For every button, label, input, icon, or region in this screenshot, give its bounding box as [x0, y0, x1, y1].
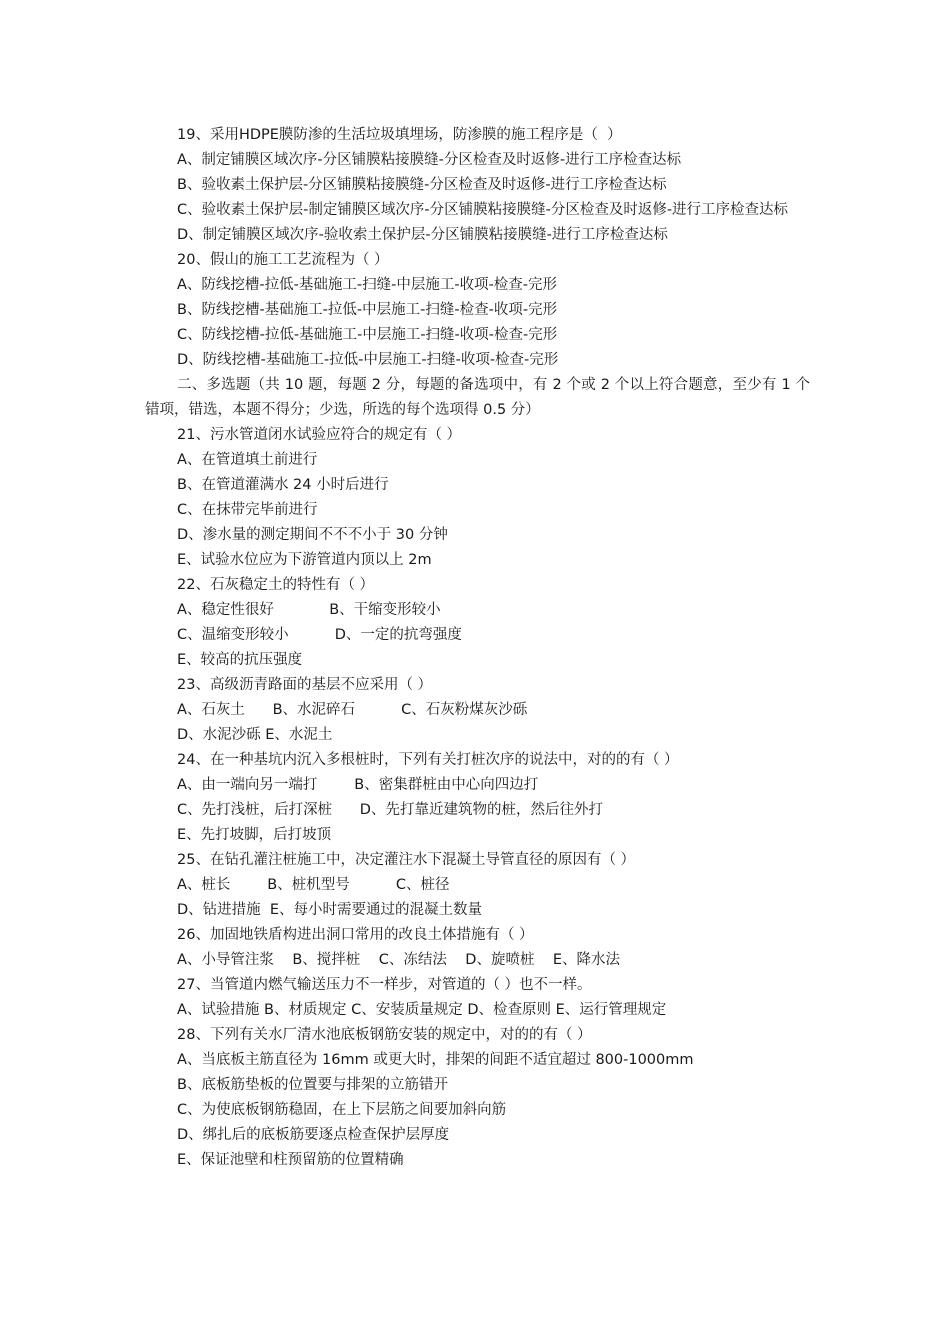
text-line: E、先打坡脚，后打坡顶 — [177, 827, 332, 843]
text-line: B、在管道灌满水 24 小时后进行 — [177, 477, 389, 493]
text-line: E、较高的抗压强度 — [177, 652, 303, 668]
text-line: A、防线挖槽-拉低-基础施工-扫缝-中层施工-收项-检查-完形 — [177, 277, 558, 293]
document-body — [145, 123, 810, 1173]
text-line: 25、在钻孔灌注桩施工中，决定灌注水下混凝土导管直径的原因有（ ） — [177, 852, 636, 868]
text-line: C、验收素土保护层-制定铺膜区域次序-分区铺膜粘接膜缝-分区检查及时返修-进行工序检查达标 — [177, 202, 789, 218]
text-line: A、小导管注浆 B、搅拌桩 C、冻结法 D、旋喷桩 E、降水法 — [177, 952, 621, 968]
text-line: 27、当管道内燃气输送压力不一样步，对管道的（ ）也不一样。 — [177, 977, 592, 993]
text-line: D、水泥沙砾 E、水泥土 — [177, 727, 333, 743]
text-line: 28、下列有关水厂清水池底板钢筋安装的规定中，对的的有（ ） — [177, 1027, 592, 1043]
text-line: A、桩长 B、桩机型号 C、桩径 — [177, 877, 450, 893]
text-line: 二、多选题（共 10 题，每题 2 分，每题的备选项中，有 2 个或 2 个以上符合题意，至少有 1 个错项，错选，本题不得分；少选，所选的每个选项得 0.5 分） — [145, 377, 810, 418]
text-line: D、钻进措施 E、每小时需要通过的混凝土数量 — [177, 902, 483, 918]
text-line: A、当底板主筋直径为 16mm 或更大时，排架的间距不适宜超过 800-1000mm — [177, 1052, 694, 1068]
text-line: A、试验措施 B、材质规定 C、安装质量规定 D、检查原则 E、运行管理规定 — [177, 1002, 667, 1018]
text-line: C、防线挖槽-拉低-基础施工-中层施工-扫缝-收项-检查-完形 — [177, 327, 558, 343]
text-line: 22、石灰稳定土的特性有（ ） — [177, 577, 375, 593]
text-line: E、保证池壁和柱预留筋的位置精确 — [177, 1152, 404, 1168]
text-line: B、防线挖槽-基础施工-拉低-中层施工-扫缝-检查-收项-完形 — [177, 302, 558, 318]
text-line: 26、加固地铁盾构进出洞口常用的改良土体措施有（ ） — [177, 927, 534, 943]
text-line: D、制定铺膜区域次序-验收索土保护层-分区铺膜粘接膜缝-进行工序检查达标 — [177, 227, 668, 243]
text-line: D、绑扎后的底板筋要逐点检查保护层厚度 — [177, 1127, 450, 1143]
text-line: C、为使底板钢筋稳固，在上下层筋之间要加斜向筋 — [177, 1102, 507, 1118]
text-line: C、在抹带完毕前进行 — [177, 502, 318, 518]
text-line: B、验收素土保护层-分区铺膜粘接膜缝-分区检查及时返修-进行工序检查达标 — [177, 177, 667, 193]
text-line: A、稳定性很好 B、干缩变形较小 — [177, 602, 441, 618]
text-line: 19、采用HDPE膜防渗的生活垃圾填埋场，防渗膜的施工程序是（ ） — [177, 127, 622, 143]
text-line: A、在管道填土前进行 — [177, 452, 318, 468]
text-line: 24、在一种基坑内沉入多根桩时，下列有关打桩次序的说法中，对的的有（ ） — [177, 752, 679, 768]
text-line: 21、污水管道闭水试验应符合的规定有（ ） — [177, 427, 462, 443]
text-line: 23、高级沥青路面的基层不应采用（ ） — [177, 677, 433, 693]
text-line: D、防线挖槽-基础施工-拉低-中层施工-扫缝-收项-检查-完形 — [177, 352, 559, 368]
text-line: 20、假山的施工工艺流程为（ ） — [177, 252, 389, 268]
text-line: B、底板筋垫板的位置要与排架的立筋错开 — [177, 1077, 448, 1093]
text-line: A、石灰土 B、水泥碎石 C、石灰粉煤灰沙砾 — [177, 702, 528, 718]
text-line: A、制定铺膜区域次序-分区铺膜粘接膜缝-分区检查及时返修-进行工序检查达标 — [177, 152, 682, 168]
text-line: C、先打浅桩，后打深桩 D、先打靠近建筑物的桩，然后往外打 — [177, 802, 603, 818]
text-line: E、试验水位应为下游管道内顶以上 2m — [177, 552, 432, 568]
text-line: C、温缩变形较小 D、一定的抗弯强度 — [177, 627, 462, 643]
text-line: D、渗水量的测定期间不不不小于 30 分钟 — [177, 527, 448, 543]
text-line: A、由一端向另一端打 B、密集群桩由中心向四边打 — [177, 777, 539, 793]
